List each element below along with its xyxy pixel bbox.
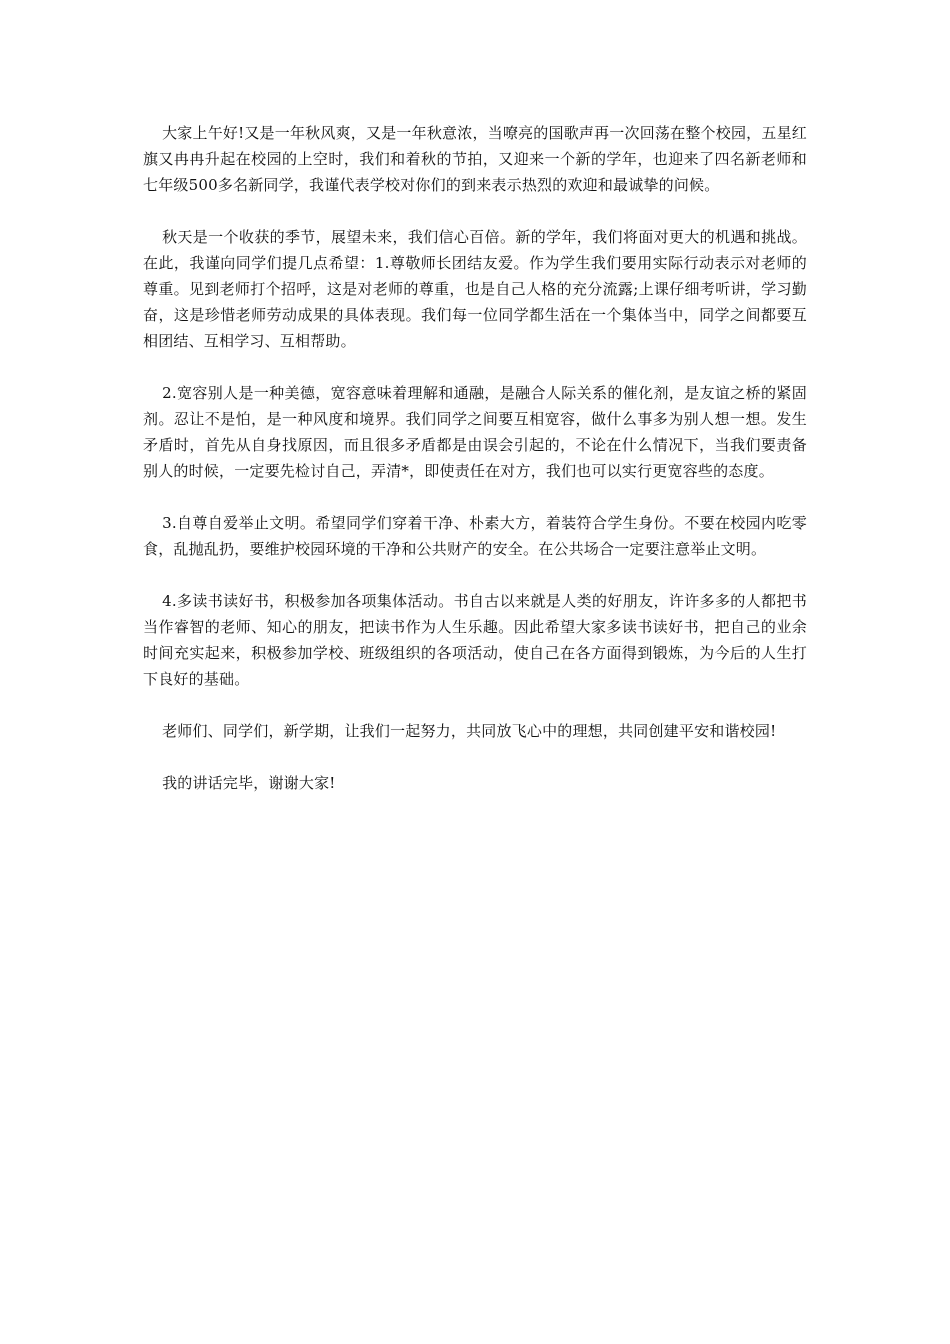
paragraph-autumn-hopes: 秋天是一个收获的季节，展望未来，我们信心百倍。新的学年，我们将面对更大的机遇和挑战。在此，我谨向同学们提几点希望：1.尊敬师长团结友爱。作为学生我们要用实际行动表示对老师的尊重。见到老师打个招呼，这是对老师的尊重，也是自己人格的充分流露;上课仔细考听讲，学习勤奋，这是珍惜老师劳动成果的具体表现。我们每一位同学都生活在一个集体当中，同学之间都要互相团结、互相学习、互相帮助。 bbox=[143, 228, 807, 350]
paragraph-call-to-action: 老师们、同学们，新学期，让我们一起努力，共同放飞心中的理想，共同创建平安和谐校园! bbox=[162, 722, 777, 740]
paragraph-greeting: 大家上午好!又是一年秋风爽，又是一年秋意浓，当嘹亮的国歌声再一次回荡在整个校园，五星红旗又冉冉升起在校园的上空时，我们和着秋的节拍，又迎来一个新的学年，也迎来了四名新老师和七年级500多名新同学，我谨代表学校对你们的到来表示热烈的欢迎和最诚挚的问候。 bbox=[143, 124, 807, 194]
paragraph-reading: 4.多读书读好书，积极参加各项集体活动。书自古以来就是人类的好朋友，许许多多的人都把书当作睿智的老师、知心的朋友，把读书作为人生乐趣。因此希望大家多读书读好书，把自己的业余时间充实起来，积极参加学校、班级组织的各项活动，使自己在各方面得到锻炼，为今后的人生打下良好的基础。 bbox=[143, 592, 807, 688]
paragraph-tolerance: 2.宽容别人是一种美德，宽容意味着理解和通融，是融合人际关系的催化剂，是友谊之桥的紧固剂。忍让不是怕，是一种风度和境界。我们同学之间要互相宽容，做什么事多为别人想一想。发生矛盾时，首先从自身找原因，而且很多矛盾都是由误会引起的，不论在什么情况下，当我们要责备别人的时候，一定要先检讨自己，弄清*，即使责任在对方，我们也可以实行更宽容些的态度。 bbox=[143, 384, 807, 480]
speech-body bbox=[143, 120, 807, 796]
paragraph-closing: 我的讲话完毕，谢谢大家! bbox=[162, 774, 336, 792]
paragraph-self-respect: 3.自尊自爱举止文明。希望同学们穿着干净、朴素大方，着装符合学生身份。不要在校园内吃零食，乱抛乱扔，要维护校园环境的干净和公共财产的安全。在公共场合一定要注意举止文明。 bbox=[143, 514, 807, 558]
